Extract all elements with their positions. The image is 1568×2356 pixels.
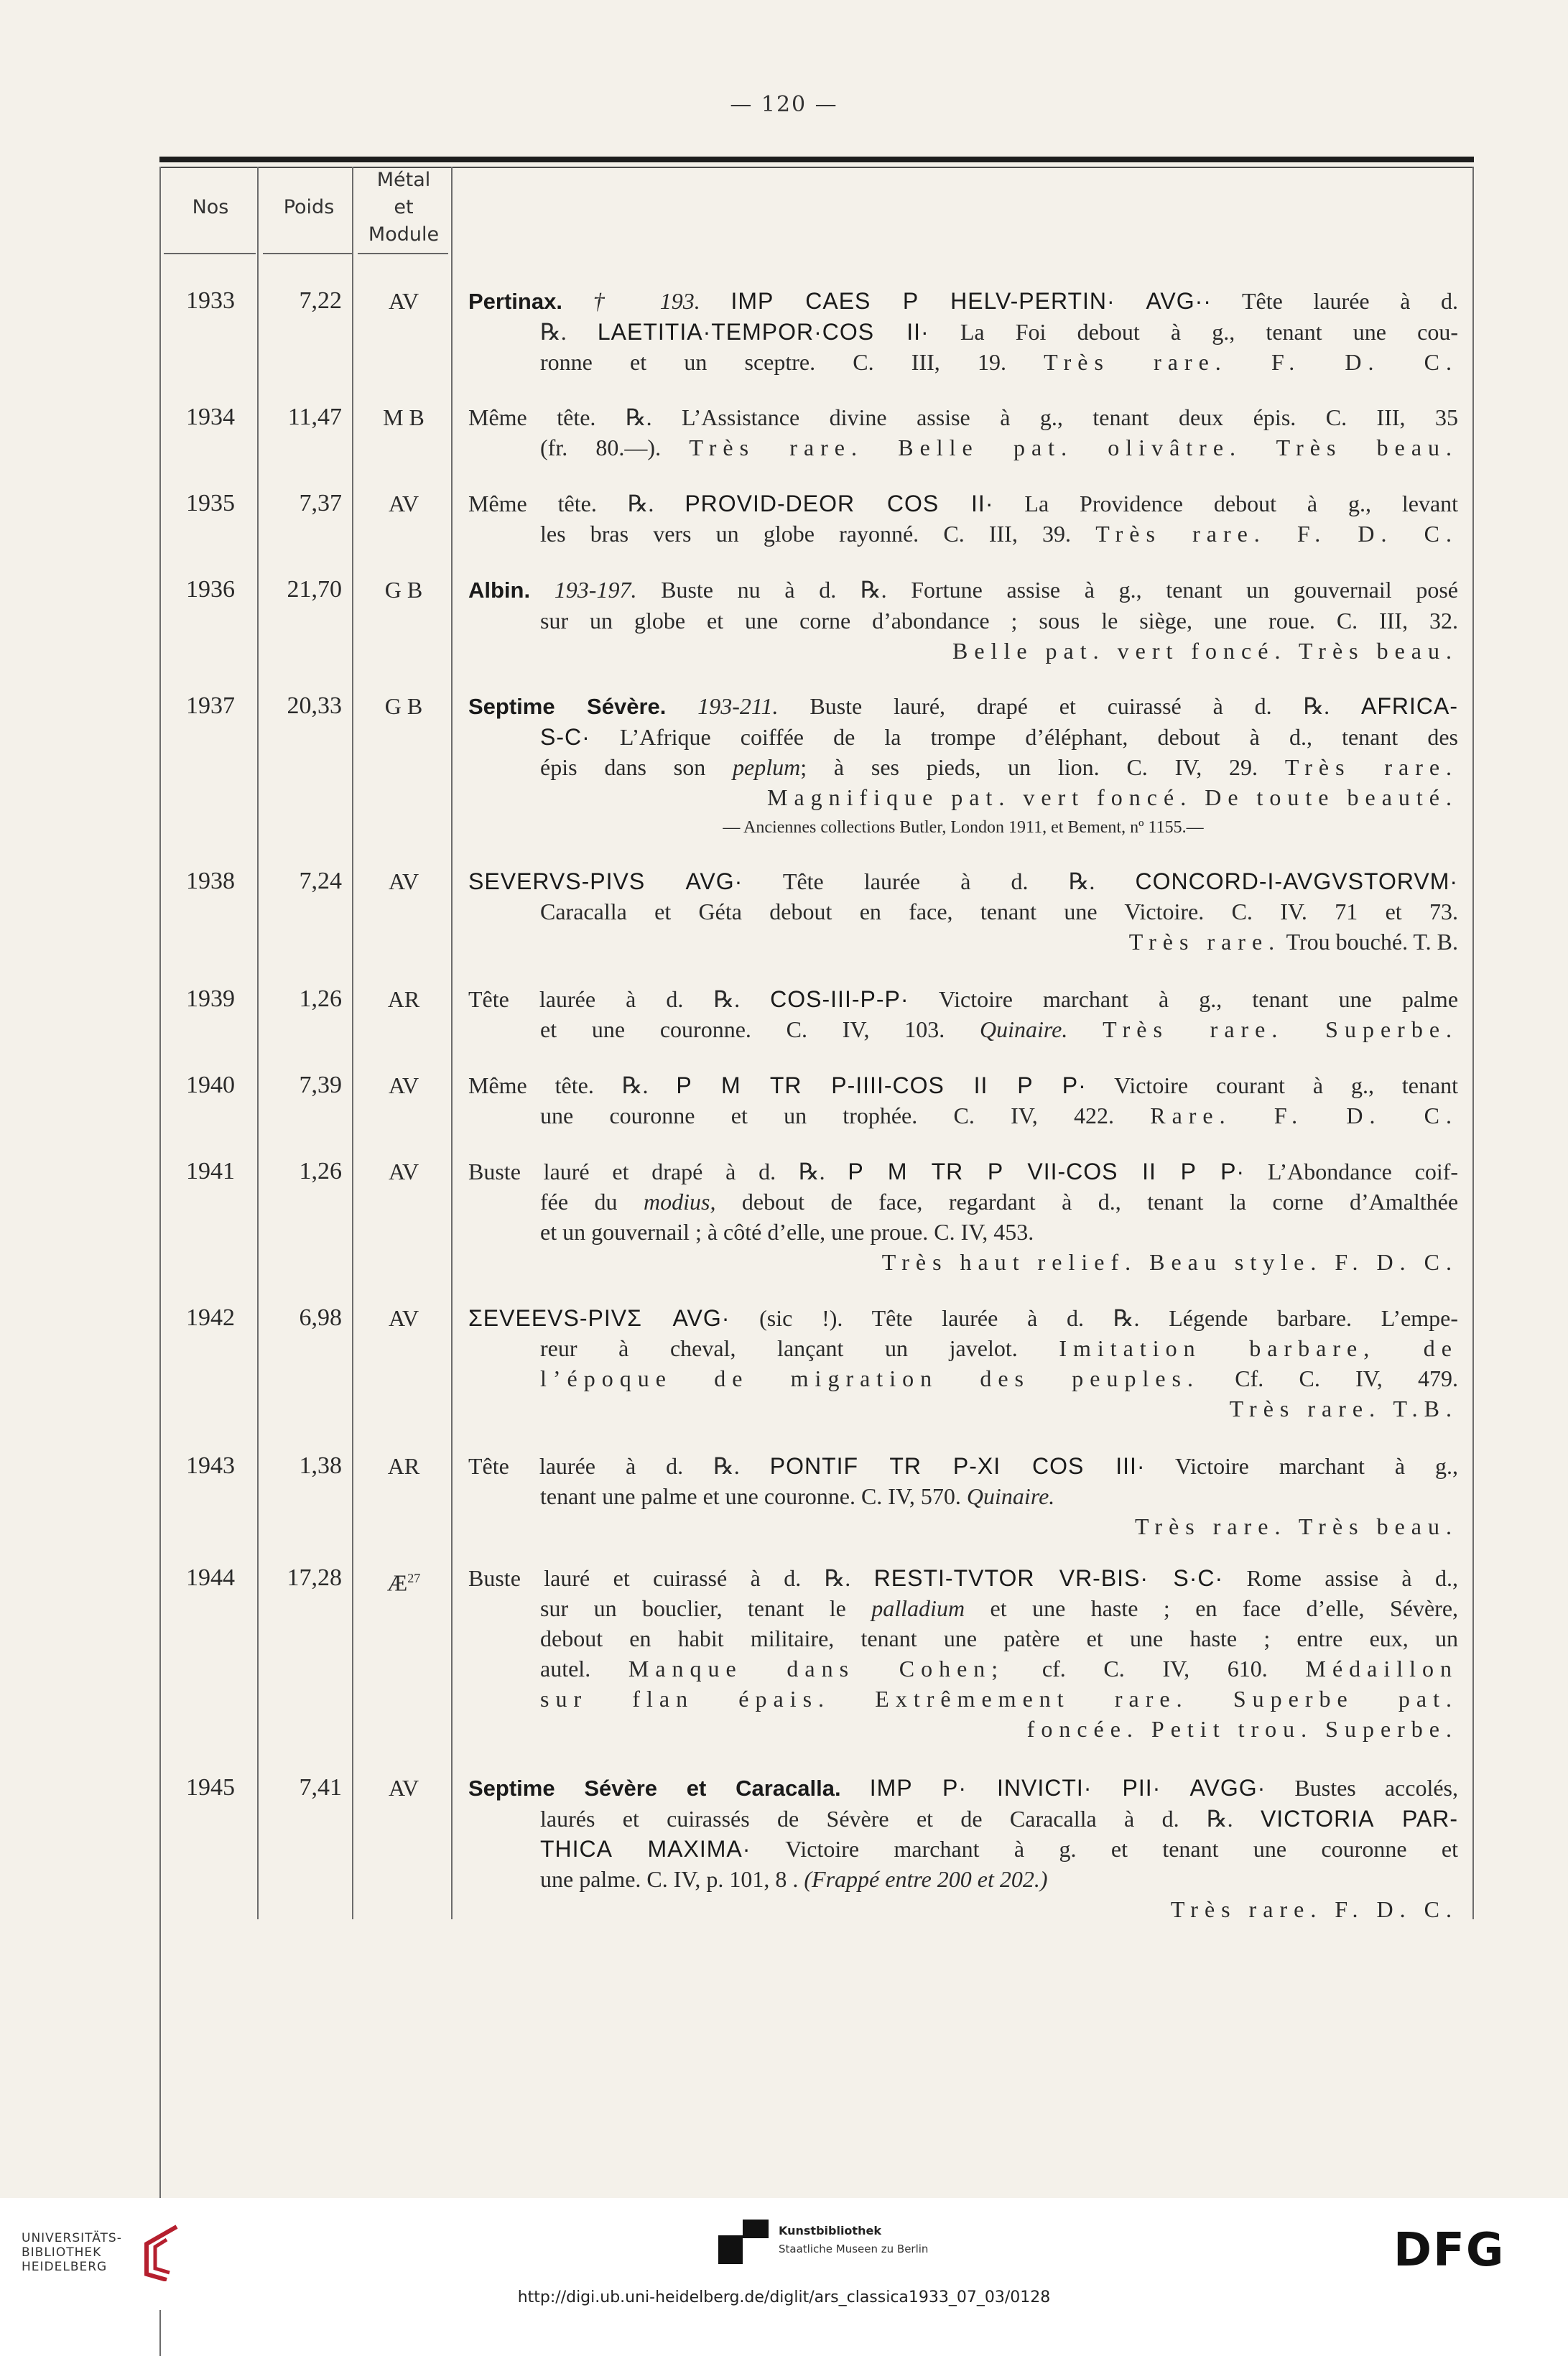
entry-number: 1941 <box>186 1158 235 1184</box>
university-library-name: UNIVERSITÄTS- BIBLIOTHEK HEIDELBERG <box>22 2231 122 2274</box>
entry-metal: AR <box>387 1453 420 1479</box>
entry-weight: 7,41 <box>299 1774 342 1801</box>
entry-number: 1933 <box>186 287 235 314</box>
entry-weight: 1,38 <box>299 1452 342 1479</box>
entry-description: Pertinax. † 193. IMP CAES P HELV-PERTIN· AVG·· Tête laurée à d. ℞. LAETITIA·TEMPOR·COS II· La Foi debout à g., tenant une cou- ronne et un sceptre. C. III, 19. Très rare. F. D. C. <box>468 288 1459 375</box>
entry-metal: AV <box>388 1775 419 1801</box>
header-metal <box>353 167 454 249</box>
entry-description: SEVERVS-PIVS AVG· Tête laurée à d. ℞. CONCORD-I-AVGVSTORVM· Caracalla et Géta debout en face, tenant une Victoire. C. IV. 71 et 73. Très rare. Trou bouché. T. B. <box>468 868 1459 955</box>
header-separator <box>164 253 256 254</box>
entry-description: Même tête. ℞. PROVID-DEOR COS II· La Providence debout à g., levant les bras vers un globe rayonné. C. III, 39. Très rare. F. D. C. <box>468 491 1459 547</box>
header-metal-line3: Module <box>368 223 440 246</box>
column-rule <box>1472 167 1474 1919</box>
entry-number: 1938 <box>186 868 235 894</box>
entry-number: 1939 <box>186 985 235 1012</box>
entry-weight: 7,22 <box>299 287 342 314</box>
page-number: — 120 — <box>730 92 838 117</box>
entry-number: 1936 <box>186 576 235 603</box>
entry-metal: G B <box>384 577 423 603</box>
entry-weight: 20,33 <box>287 692 342 719</box>
column-rule <box>159 167 161 2356</box>
entry-number: 1944 <box>186 1564 235 1591</box>
entry-number: 1942 <box>186 1304 235 1331</box>
entry-weight: 7,37 <box>299 490 342 516</box>
footer-bar <box>0 2198 1568 2310</box>
top-rule <box>159 157 1474 162</box>
kunstbibliothek-title: Kunstbibliothek <box>779 2224 881 2237</box>
header-separator <box>263 253 352 254</box>
column-rule <box>352 167 353 1919</box>
dfg-logo: DFG <box>1393 2224 1506 2277</box>
entry-description: Buste lauré et cuirassé à d. ℞. RESTI-TVTOR VR-BIS· S·C· Rome assise à d., sur un bouclier, tenant le palladium et une haste ; en face d’elle, Sévère, debout en habit militaire, tenant une patère et une haste ; entre eux, un autel. Manque dans Cohen; cf. C. IV, 610. Médaillon sur flan épais. Extrêmement rare. Superbe pat. foncée. Petit trou. Superbe. <box>468 1565 1459 1742</box>
entry-description: Albin. 193-197. Buste nu à d. ℞. Fortune assise à g., tenant un gouvernail posé sur un globe et une corne d’abondance ; sous le siège, une roue. C. III, 32. Belle pat. vert foncé. Très beau. <box>468 577 1459 664</box>
header-separator <box>358 253 448 254</box>
entry-description: Septime Sévère et Caracalla. IMP P· INVICTI· PII· AVGG· Bustes accolés, laurés et cuirassés de Sévère et de Caracalla à d. ℞. VICTORIA PAR- THICA MAXIMA· Victoire marchant à g. et tenant une couronne et une palme. C. IV, p. 101, 8 . (Frappé entre 200 et 202.) Très rare. F. D. C. <box>468 1775 1459 1922</box>
source-url[interactable]: http://digi.ub.uni-heidelberg.de/diglit/ars_classica1933_07_03/0128 <box>517 2288 1051 2306</box>
entry-metal: AR <box>387 986 420 1012</box>
entry-description: Buste lauré et drapé à d. ℞. P M TR P VII-COS II P P· L’Abondance coif- fée du modius, debout de face, regardant à d., tenant la corne d’Amalthée et un gouvernail ; à côté d’elle, une proue. C. IV, 453. Très haut relief. Beau style. F. D. C. <box>468 1159 1459 1275</box>
entry-number: 1934 <box>186 404 235 430</box>
entry-description: Tête laurée à d. ℞. PONTIF TR P-XI COS III· Victoire marchant à g., tenant une palme et une couronne. C. IV, 570. Quinaire. Très rare. Très beau. <box>468 1453 1459 1539</box>
entry-metal: AV <box>388 1305 419 1331</box>
entry-metal: M B <box>383 404 425 430</box>
entry-weight: 7,39 <box>299 1072 342 1098</box>
entry-number: 1945 <box>186 1774 235 1801</box>
entry-metal: AV <box>388 491 419 516</box>
entry-description: Septime Sévère. 193-211. Buste lauré, drapé et cuirassé à d. ℞. AFRICA- S-C· L’Afrique coiffée de la trompe d’éléphant, debout à d., tenant des épis dans son peplum; à ses pieds, un lion. C. IV, 29. Très rare. Magnifique pat. vert foncé. De toute beauté. — Anciennes collections Butler, London 1911, et Bement, nº 1155.— <box>468 693 1459 837</box>
entry-metal: AV <box>388 1072 419 1098</box>
kunstbibliothek-subtitle: Staatliche Museen zu Berlin <box>779 2243 929 2255</box>
entry-metal: G B <box>384 693 423 719</box>
entry-number: 1937 <box>186 692 235 719</box>
entry-weight: 6,98 <box>299 1304 342 1331</box>
header-metal-line2: et <box>394 196 414 218</box>
entry-number: 1940 <box>186 1072 235 1098</box>
entry-number: 1935 <box>186 490 235 516</box>
entry-metal: $Æ^{27}$ <box>386 1569 421 1596</box>
entry-description: Même tête. ℞. P M TR P-IIII-COS II P P· Victoire courant à g., tenant une couronne et un trophée. C. IV, 422. Rare. F. D. C. <box>468 1072 1459 1128</box>
entry-weight: 1,26 <box>299 985 342 1012</box>
column-rule <box>451 167 453 1919</box>
kunstbibliothek-logo <box>718 2220 769 2270</box>
entry-description: ΣEVEEVS-PIVΣ AVG· (sic !). Tête laurée à d. ℞. Légende barbare. L’empe- reur à cheval, lançant un javelot. Imitation barbare, de l’époque de migration des peuples. Cf. C. IV, 479. Très rare. T.B. <box>468 1305 1459 1422</box>
header-nos: Nos <box>192 196 229 218</box>
entry-weight: 21,70 <box>287 576 342 603</box>
header-metal-line1: Métal <box>376 169 431 191</box>
entry-description: Même tête. ℞. L’Assistance divine assise à g., tenant deux épis. C. III, 35 (fr. 80.—). Très rare. Belle pat. olivâtre. Très beau. <box>468 404 1459 460</box>
column-rule <box>257 167 259 1919</box>
entry-metal: AV <box>388 868 419 894</box>
entry-metal: AV <box>388 1159 419 1184</box>
university-library-logo <box>135 2224 185 2281</box>
entry-weight: 1,26 <box>299 1158 342 1184</box>
entry-metal: AV <box>388 288 419 314</box>
entry-weight: 17,28 <box>287 1564 342 1591</box>
entry-description: Tête laurée à d. ℞. COS-III-P-P· Victoire marchant à g., tenant une palme et une couronne. C. IV, 103. Quinaire. Très rare. Superbe. <box>468 986 1459 1042</box>
entry-weight: 11,47 <box>287 404 342 430</box>
entry-weight: 7,24 <box>299 868 342 894</box>
header-poids: Poids <box>283 196 335 218</box>
entry-number: 1943 <box>186 1452 235 1479</box>
